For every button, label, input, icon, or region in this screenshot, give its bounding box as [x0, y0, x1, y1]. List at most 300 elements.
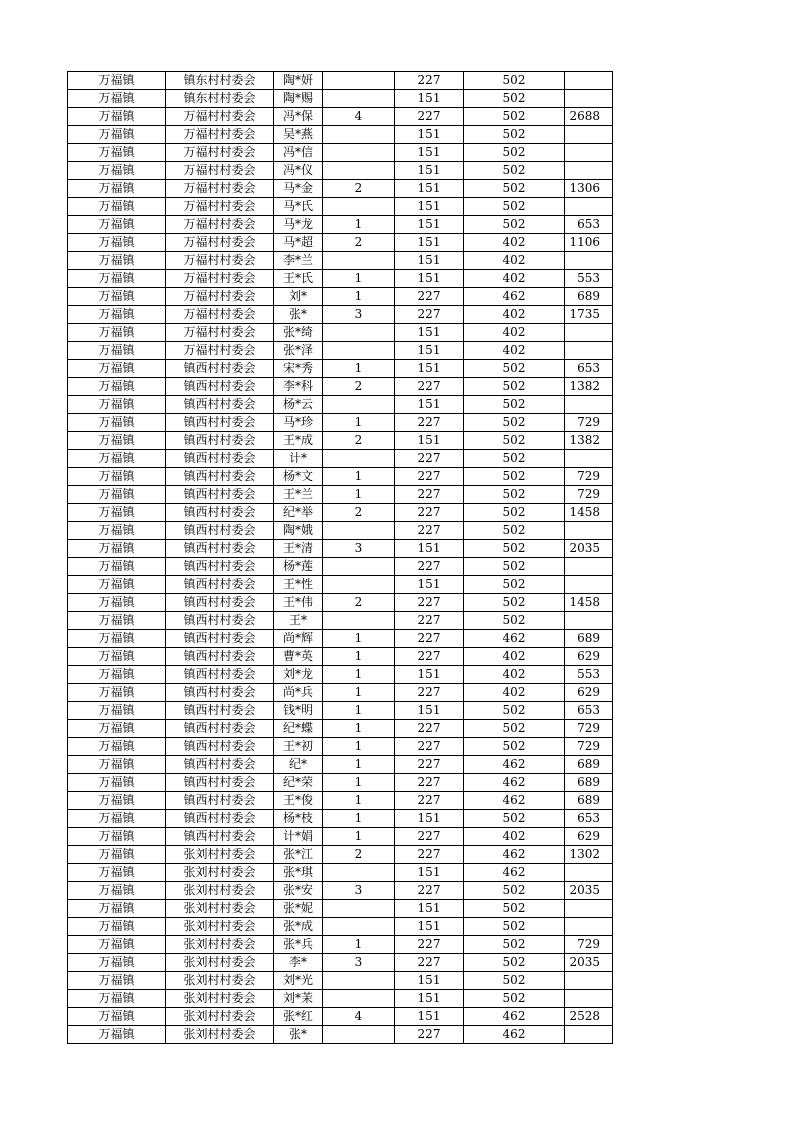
count-cell: 1: [323, 828, 395, 846]
value-b-cell: 402: [464, 648, 565, 666]
count-cell: 1: [323, 936, 395, 954]
value-b-cell: 502: [464, 72, 565, 90]
village-cell: 万福村村委会: [166, 288, 274, 306]
name-cell: 冯*仪: [274, 162, 323, 180]
value-b-cell: 502: [464, 936, 565, 954]
value-b-cell: 502: [464, 720, 565, 738]
value-a-cell: 151: [395, 180, 464, 198]
amount-cell: 629: [565, 684, 613, 702]
amount-cell: [565, 144, 613, 162]
village-cell: 镇西村村委会: [166, 486, 274, 504]
amount-cell: [565, 972, 613, 990]
value-b-cell: 402: [464, 270, 565, 288]
amount-cell: [565, 864, 613, 882]
table-row: [68, 720, 613, 738]
village-cell: 张刘村村委会: [166, 918, 274, 936]
name-cell: 张*: [274, 306, 323, 324]
count-cell: 1: [323, 630, 395, 648]
amount-cell: 2035: [565, 540, 613, 558]
value-a-cell: 227: [395, 774, 464, 792]
value-b-cell: 502: [464, 144, 565, 162]
count-cell: 3: [323, 954, 395, 972]
amount-cell: [565, 576, 613, 594]
table-row: [68, 252, 613, 270]
table-row: [68, 342, 613, 360]
village-cell: 镇西村村委会: [166, 360, 274, 378]
town-cell: 万福镇: [68, 450, 166, 468]
town-cell: 万福镇: [68, 612, 166, 630]
town-cell: 万福镇: [68, 684, 166, 702]
count-cell: [323, 396, 395, 414]
table-row: [68, 540, 613, 558]
count-cell: [323, 918, 395, 936]
name-cell: 吴*燕: [274, 126, 323, 144]
table-row: [68, 990, 613, 1008]
value-b-cell: 502: [464, 216, 565, 234]
value-a-cell: 151: [395, 90, 464, 108]
amount-cell: 553: [565, 666, 613, 684]
name-cell: 计*娟: [274, 828, 323, 846]
count-cell: [323, 576, 395, 594]
count-cell: 1: [323, 774, 395, 792]
amount-cell: [565, 450, 613, 468]
village-cell: 张刘村村委会: [166, 936, 274, 954]
village-cell: 镇西村村委会: [166, 738, 274, 756]
village-cell: 万福村村委会: [166, 252, 274, 270]
table-row: [68, 234, 613, 252]
table-row: [68, 486, 613, 504]
table-row: [68, 666, 613, 684]
town-cell: 万福镇: [68, 486, 166, 504]
town-cell: 万福镇: [68, 144, 166, 162]
village-cell: 镇西村村委会: [166, 432, 274, 450]
amount-cell: [565, 918, 613, 936]
village-cell: 镇西村村委会: [166, 576, 274, 594]
amount-cell: [565, 126, 613, 144]
table-row: [68, 144, 613, 162]
value-b-cell: 502: [464, 558, 565, 576]
amount-cell: 1382: [565, 378, 613, 396]
value-a-cell: 227: [395, 468, 464, 486]
value-a-cell: 151: [395, 216, 464, 234]
village-cell: 万福村村委会: [166, 234, 274, 252]
value-b-cell: 502: [464, 972, 565, 990]
value-b-cell: 502: [464, 738, 565, 756]
name-cell: 王*氏: [274, 270, 323, 288]
value-b-cell: 502: [464, 540, 565, 558]
amount-cell: 553: [565, 270, 613, 288]
table-row: [68, 180, 613, 198]
value-a-cell: 151: [395, 198, 464, 216]
table-row: [68, 504, 613, 522]
value-a-cell: 227: [395, 522, 464, 540]
amount-cell: 2528: [565, 1008, 613, 1026]
town-cell: 万福镇: [68, 414, 166, 432]
count-cell: 1: [323, 648, 395, 666]
name-cell: 杨*枝: [274, 810, 323, 828]
town-cell: 万福镇: [68, 666, 166, 684]
count-cell: 1: [323, 486, 395, 504]
value-a-cell: 227: [395, 936, 464, 954]
amount-cell: 1302: [565, 846, 613, 864]
value-b-cell: 502: [464, 702, 565, 720]
name-cell: 张*泽: [274, 342, 323, 360]
name-cell: 张*兵: [274, 936, 323, 954]
table-row: [68, 954, 613, 972]
count-cell: 2: [323, 594, 395, 612]
table-row: [68, 972, 613, 990]
town-cell: 万福镇: [68, 774, 166, 792]
town-cell: 万福镇: [68, 288, 166, 306]
village-cell: 镇西村村委会: [166, 774, 274, 792]
town-cell: 万福镇: [68, 216, 166, 234]
count-cell: [323, 90, 395, 108]
town-cell: 万福镇: [68, 864, 166, 882]
amount-cell: [565, 198, 613, 216]
village-cell: 镇西村村委会: [166, 522, 274, 540]
value-b-cell: 502: [464, 990, 565, 1008]
town-cell: 万福镇: [68, 198, 166, 216]
value-a-cell: 227: [395, 450, 464, 468]
count-cell: [323, 198, 395, 216]
village-cell: 镇西村村委会: [166, 810, 274, 828]
village-cell: 镇西村村委会: [166, 666, 274, 684]
town-cell: 万福镇: [68, 594, 166, 612]
table-row: [68, 1026, 613, 1044]
count-cell: [323, 612, 395, 630]
value-b-cell: 462: [464, 792, 565, 810]
value-a-cell: 227: [395, 882, 464, 900]
count-cell: [323, 162, 395, 180]
amount-cell: [565, 90, 613, 108]
name-cell: 杨*文: [274, 468, 323, 486]
amount-cell: [565, 900, 613, 918]
value-a-cell: 227: [395, 504, 464, 522]
amount-cell: 629: [565, 648, 613, 666]
name-cell: 马*金: [274, 180, 323, 198]
town-cell: 万福镇: [68, 558, 166, 576]
town-cell: 万福镇: [68, 540, 166, 558]
amount-cell: [565, 1026, 613, 1044]
amount-cell: 729: [565, 468, 613, 486]
amount-cell: 653: [565, 702, 613, 720]
village-cell: 镇西村村委会: [166, 720, 274, 738]
town-cell: 万福镇: [68, 792, 166, 810]
town-cell: 万福镇: [68, 702, 166, 720]
town-cell: 万福镇: [68, 108, 166, 126]
value-b-cell: 402: [464, 666, 565, 684]
name-cell: 张*成: [274, 918, 323, 936]
name-cell: 尚*辉: [274, 630, 323, 648]
name-cell: 马*氏: [274, 198, 323, 216]
value-a-cell: 227: [395, 684, 464, 702]
name-cell: 马*珍: [274, 414, 323, 432]
count-cell: 4: [323, 108, 395, 126]
table-row: [68, 576, 613, 594]
value-b-cell: 502: [464, 90, 565, 108]
amount-cell: 2688: [565, 108, 613, 126]
value-a-cell: 227: [395, 792, 464, 810]
count-cell: [323, 324, 395, 342]
name-cell: 王*伟: [274, 594, 323, 612]
village-cell: 镇西村村委会: [166, 648, 274, 666]
village-cell: 镇西村村委会: [166, 702, 274, 720]
amount-cell: [565, 612, 613, 630]
table-row: [68, 108, 613, 126]
name-cell: 张*红: [274, 1008, 323, 1026]
value-b-cell: 462: [464, 864, 565, 882]
name-cell: 宋*秀: [274, 360, 323, 378]
town-cell: 万福镇: [68, 576, 166, 594]
village-cell: 张刘村村委会: [166, 1008, 274, 1026]
name-cell: 王*兰: [274, 486, 323, 504]
table-row: [68, 360, 613, 378]
village-cell: 万福村村委会: [166, 324, 274, 342]
value-b-cell: 502: [464, 594, 565, 612]
table-row: [68, 306, 613, 324]
amount-cell: 729: [565, 414, 613, 432]
count-cell: [323, 126, 395, 144]
name-cell: 曹*英: [274, 648, 323, 666]
town-cell: 万福镇: [68, 828, 166, 846]
value-a-cell: 151: [395, 900, 464, 918]
table-row: [68, 72, 613, 90]
count-cell: 1: [323, 756, 395, 774]
name-cell: 张*: [274, 1026, 323, 1044]
amount-cell: 689: [565, 774, 613, 792]
name-cell: 李*: [274, 954, 323, 972]
value-a-cell: 227: [395, 378, 464, 396]
value-b-cell: 462: [464, 756, 565, 774]
town-cell: 万福镇: [68, 882, 166, 900]
value-b-cell: 502: [464, 378, 565, 396]
count-cell: 4: [323, 1008, 395, 1026]
value-a-cell: 151: [395, 576, 464, 594]
town-cell: 万福镇: [68, 126, 166, 144]
amount-cell: [565, 342, 613, 360]
value-a-cell: 151: [395, 540, 464, 558]
value-a-cell: 227: [395, 108, 464, 126]
value-b-cell: 502: [464, 918, 565, 936]
amount-cell: 689: [565, 630, 613, 648]
count-cell: 2: [323, 234, 395, 252]
table-row: [68, 828, 613, 846]
name-cell: 计*: [274, 450, 323, 468]
village-cell: 镇西村村委会: [166, 540, 274, 558]
table-row: [68, 324, 613, 342]
value-a-cell: 151: [395, 234, 464, 252]
value-a-cell: 227: [395, 288, 464, 306]
town-cell: 万福镇: [68, 162, 166, 180]
town-cell: 万福镇: [68, 900, 166, 918]
name-cell: 王*性: [274, 576, 323, 594]
value-a-cell: 151: [395, 126, 464, 144]
amount-cell: 2035: [565, 882, 613, 900]
table-row: [68, 432, 613, 450]
amount-cell: [565, 72, 613, 90]
name-cell: 马*超: [274, 234, 323, 252]
town-cell: 万福镇: [68, 990, 166, 1008]
village-cell: 张刘村村委会: [166, 846, 274, 864]
value-b-cell: 502: [464, 468, 565, 486]
value-a-cell: 151: [395, 990, 464, 1008]
village-cell: 万福村村委会: [166, 306, 274, 324]
amount-cell: 1735: [565, 306, 613, 324]
village-cell: 万福村村委会: [166, 180, 274, 198]
amount-cell: [565, 324, 613, 342]
value-a-cell: 227: [395, 306, 464, 324]
count-cell: 1: [323, 684, 395, 702]
amount-cell: [565, 990, 613, 1008]
count-cell: [323, 522, 395, 540]
value-a-cell: 227: [395, 756, 464, 774]
count-cell: 1: [323, 810, 395, 828]
table-row: [68, 630, 613, 648]
value-a-cell: 151: [395, 396, 464, 414]
name-cell: 张*安: [274, 882, 323, 900]
table-row: [68, 846, 613, 864]
value-b-cell: 502: [464, 360, 565, 378]
value-a-cell: 227: [395, 846, 464, 864]
village-cell: 万福村村委会: [166, 162, 274, 180]
value-a-cell: 227: [395, 72, 464, 90]
count-cell: [323, 972, 395, 990]
name-cell: 李*科: [274, 378, 323, 396]
table-row: [68, 684, 613, 702]
value-b-cell: 502: [464, 162, 565, 180]
data-table: [67, 71, 613, 1044]
village-cell: 镇西村村委会: [166, 468, 274, 486]
amount-cell: [565, 396, 613, 414]
count-cell: [323, 450, 395, 468]
town-cell: 万福镇: [68, 846, 166, 864]
count-cell: [323, 864, 395, 882]
count-cell: 3: [323, 882, 395, 900]
table-row: [68, 396, 613, 414]
value-a-cell: 227: [395, 648, 464, 666]
value-a-cell: 227: [395, 828, 464, 846]
village-cell: 镇西村村委会: [166, 414, 274, 432]
name-cell: 纪*举: [274, 504, 323, 522]
count-cell: 1: [323, 270, 395, 288]
value-b-cell: 402: [464, 342, 565, 360]
count-cell: 1: [323, 738, 395, 756]
table-row: [68, 90, 613, 108]
table-row: [68, 378, 613, 396]
count-cell: [323, 72, 395, 90]
value-a-cell: 151: [395, 324, 464, 342]
value-b-cell: 462: [464, 774, 565, 792]
value-b-cell: 502: [464, 810, 565, 828]
table-row: [68, 774, 613, 792]
amount-cell: 1382: [565, 432, 613, 450]
value-a-cell: 151: [395, 270, 464, 288]
value-b-cell: 502: [464, 414, 565, 432]
town-cell: 万福镇: [68, 90, 166, 108]
amount-cell: 1458: [565, 504, 613, 522]
town-cell: 万福镇: [68, 918, 166, 936]
village-cell: 万福村村委会: [166, 270, 274, 288]
town-cell: 万福镇: [68, 1026, 166, 1044]
name-cell: 刘*龙: [274, 666, 323, 684]
name-cell: 纪*: [274, 756, 323, 774]
count-cell: 2: [323, 180, 395, 198]
name-cell: 纪*蝶: [274, 720, 323, 738]
count-cell: [323, 342, 395, 360]
value-a-cell: 151: [395, 918, 464, 936]
town-cell: 万福镇: [68, 972, 166, 990]
table-row: [68, 216, 613, 234]
table-row: [68, 702, 613, 720]
town-cell: 万福镇: [68, 180, 166, 198]
count-cell: [323, 900, 395, 918]
value-b-cell: 402: [464, 324, 565, 342]
value-b-cell: 402: [464, 828, 565, 846]
amount-cell: 2035: [565, 954, 613, 972]
count-cell: [323, 1026, 395, 1044]
count-cell: 1: [323, 414, 395, 432]
count-cell: 1: [323, 792, 395, 810]
town-cell: 万福镇: [68, 72, 166, 90]
table-row: [68, 936, 613, 954]
count-cell: 1: [323, 720, 395, 738]
value-a-cell: 151: [395, 432, 464, 450]
count-cell: 2: [323, 432, 395, 450]
village-cell: 镇西村村委会: [166, 504, 274, 522]
table-row: [68, 810, 613, 828]
count-cell: 1: [323, 216, 395, 234]
value-a-cell: 227: [395, 594, 464, 612]
amount-cell: [565, 522, 613, 540]
value-b-cell: 502: [464, 954, 565, 972]
town-cell: 万福镇: [68, 360, 166, 378]
village-cell: 张刘村村委会: [166, 972, 274, 990]
name-cell: 冯*保: [274, 108, 323, 126]
value-a-cell: 227: [395, 738, 464, 756]
amount-cell: 653: [565, 216, 613, 234]
value-b-cell: 502: [464, 180, 565, 198]
town-cell: 万福镇: [68, 468, 166, 486]
table-row: [68, 738, 613, 756]
value-a-cell: 151: [395, 702, 464, 720]
value-b-cell: 402: [464, 234, 565, 252]
value-a-cell: 151: [395, 810, 464, 828]
value-a-cell: 151: [395, 864, 464, 882]
count-cell: [323, 144, 395, 162]
count-cell: [323, 252, 395, 270]
amount-cell: 729: [565, 486, 613, 504]
count-cell: 1: [323, 360, 395, 378]
name-cell: 张*琪: [274, 864, 323, 882]
table-row: [68, 414, 613, 432]
amount-cell: 729: [565, 936, 613, 954]
value-b-cell: 462: [464, 630, 565, 648]
value-b-cell: 502: [464, 126, 565, 144]
amount-cell: [565, 558, 613, 576]
value-a-cell: 151: [395, 666, 464, 684]
amount-cell: 729: [565, 720, 613, 738]
town-cell: 万福镇: [68, 324, 166, 342]
town-cell: 万福镇: [68, 1008, 166, 1026]
village-cell: 万福村村委会: [166, 144, 274, 162]
value-a-cell: 227: [395, 414, 464, 432]
value-b-cell: 462: [464, 1008, 565, 1026]
value-a-cell: 151: [395, 342, 464, 360]
village-cell: 镇西村村委会: [166, 828, 274, 846]
count-cell: [323, 990, 395, 1008]
table-row: [68, 882, 613, 900]
name-cell: 陶*赐: [274, 90, 323, 108]
